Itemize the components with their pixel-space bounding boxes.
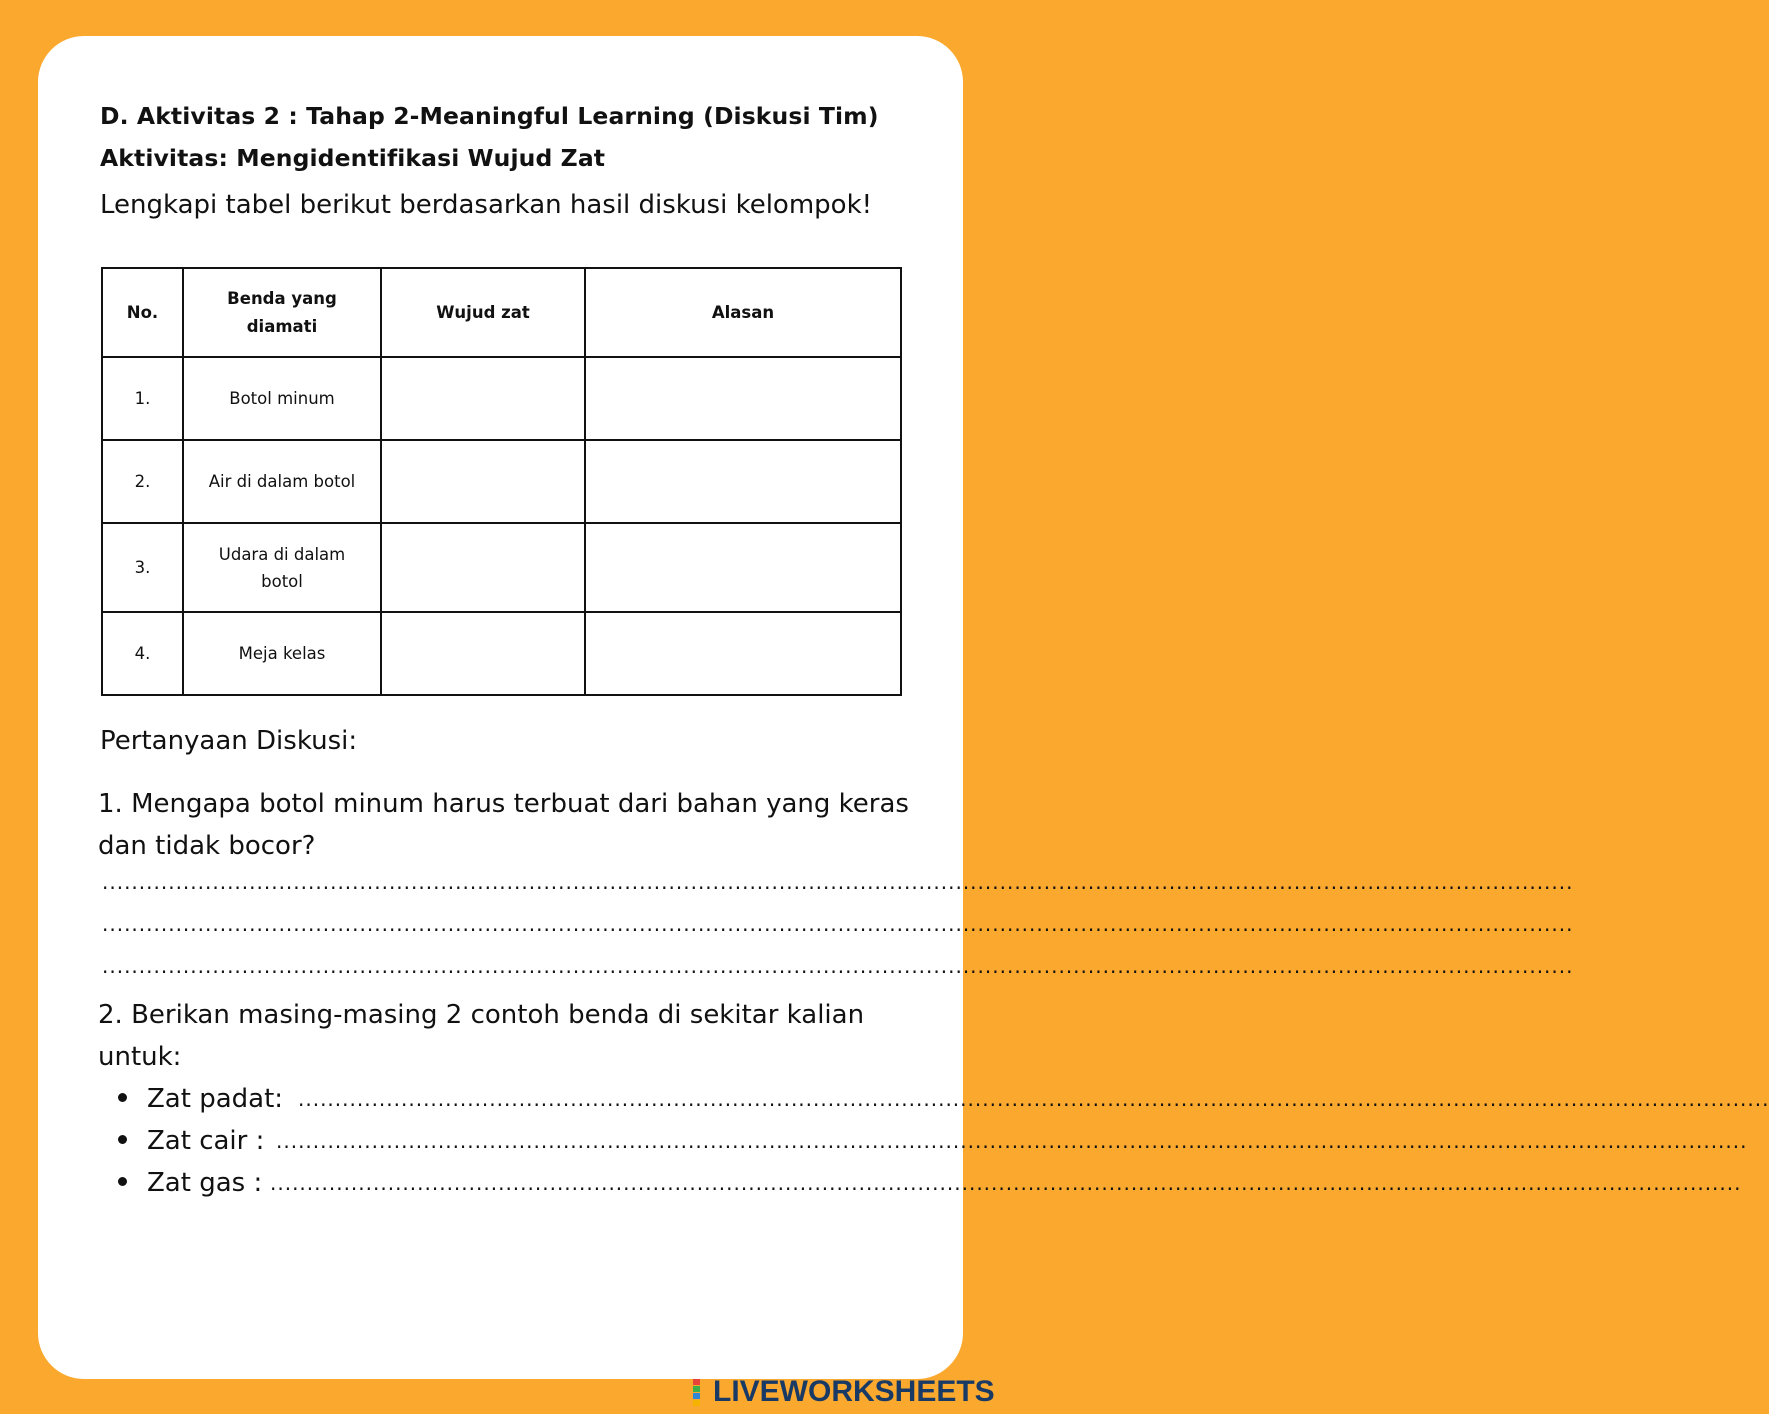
row-benda bbox=[183, 523, 381, 612]
row-no: 4. bbox=[102, 612, 183, 695]
row-benda-line2: botol bbox=[261, 571, 303, 591]
question-1-line1: 1. Mengapa botol minum harus terbuat dari bahan yang keras bbox=[98, 789, 909, 819]
example-list bbox=[118, 1078, 1769, 1204]
row-no: 3. bbox=[102, 523, 183, 612]
zat-gas-label: Zat gas : bbox=[147, 1168, 263, 1198]
header-benda-line1: Benda yang bbox=[227, 288, 337, 308]
row-benda: Botol minum bbox=[183, 357, 381, 440]
row-benda-line1: Udara di dalam bbox=[218, 544, 346, 564]
question-2-line2: untuk: bbox=[98, 1042, 182, 1072]
bullet-icon bbox=[118, 1177, 127, 1186]
row-no: 2. bbox=[102, 440, 183, 523]
observation-table bbox=[101, 267, 902, 696]
alasan-answer-cell[interactable] bbox=[585, 357, 901, 440]
bullet-icon bbox=[118, 1093, 127, 1102]
wujud-answer-cell[interactable] bbox=[381, 357, 585, 440]
list-item bbox=[118, 1078, 1769, 1120]
alasan-answer-cell[interactable] bbox=[585, 440, 901, 523]
row-benda: Meja kelas bbox=[183, 612, 381, 695]
instruction-text: Lengkapi tabel berikut berdasarkan hasil diskusi kelompok! bbox=[100, 190, 873, 220]
logo-text: LIVEWORKSHEETS bbox=[713, 1375, 995, 1408]
alasan-answer-cell[interactable] bbox=[585, 612, 901, 695]
header-benda-line2: diamati bbox=[246, 316, 318, 336]
alasan-answer-cell[interactable] bbox=[585, 523, 901, 612]
logo-mark-icon bbox=[693, 1379, 709, 1405]
wujud-answer-cell[interactable] bbox=[381, 523, 585, 612]
question-2 bbox=[98, 994, 864, 1078]
header-no: No. bbox=[102, 268, 183, 357]
zat-cair-answer[interactable]: ........................................................................................................................................................................................................ bbox=[276, 1129, 1748, 1153]
question-2-line1: 2. Berikan masing-masing 2 contoh benda di sekitar kalian bbox=[98, 1000, 865, 1030]
zat-cair-label: Zat cair : bbox=[147, 1126, 265, 1156]
bullet-icon bbox=[118, 1135, 127, 1144]
activity-title: D. Aktivitas 2 : Tahap 2-Meaningful Learning (Diskusi Tim) bbox=[100, 102, 879, 130]
answer-line-1[interactable]: ........................................................................................................................................................................................................ bbox=[102, 870, 1574, 894]
wujud-answer-cell[interactable] bbox=[381, 612, 585, 695]
wujud-answer-cell[interactable] bbox=[381, 440, 585, 523]
question-1-line2: dan tidak bocor? bbox=[98, 831, 316, 861]
header-wujud: Wujud zat bbox=[381, 268, 585, 357]
table-row bbox=[102, 440, 901, 523]
list-item bbox=[118, 1162, 1742, 1204]
zat-gas-answer[interactable]: ........................................................................................................................................................................................................ bbox=[270, 1171, 1742, 1195]
list-item bbox=[118, 1120, 1748, 1162]
table-row bbox=[102, 357, 901, 440]
discussion-heading: Pertanyaan Diskusi: bbox=[100, 726, 358, 756]
activity-subtitle: Aktivitas: Mengidentifikasi Wujud Zat bbox=[100, 144, 606, 172]
row-benda: Air di dalam botol bbox=[183, 440, 381, 523]
answer-line-3[interactable]: ........................................................................................................................................................................................................ bbox=[102, 954, 1574, 978]
zat-padat-label: Zat padat: bbox=[147, 1084, 284, 1114]
header-benda bbox=[183, 268, 381, 357]
table-row bbox=[102, 612, 901, 695]
table-row bbox=[102, 523, 901, 612]
row-no: 1. bbox=[102, 357, 183, 440]
zat-padat-answer[interactable]: ........................................................................................................................................................................................................ bbox=[298, 1087, 1769, 1111]
table-header-row bbox=[102, 268, 901, 357]
answer-line-2[interactable]: ........................................................................................................................................................................................................ bbox=[102, 912, 1574, 936]
question-1 bbox=[98, 783, 909, 867]
header-alasan: Alasan bbox=[585, 268, 901, 357]
